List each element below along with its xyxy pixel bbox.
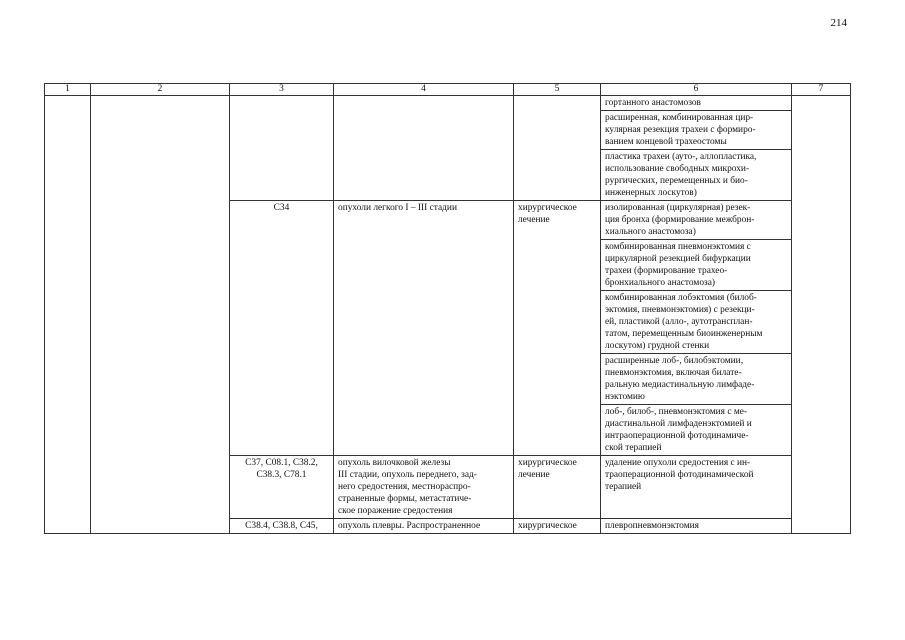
codes-cell [230,96,334,201]
col1-cell [45,96,91,534]
method-cell: расширенная, комбинированная цир- кулярная резекция трахеи с формиро- ванием концевой трахеостомы [601,111,792,150]
header-col-3: 3 [230,84,334,96]
header-col-4: 4 [334,84,514,96]
method-cell: комбинированная пневмонэктомия с циркулярной резекцией бифуркации трахеи (формирование трахео- бронхиального анастомоза) [601,240,792,291]
header-col-1: 1 [45,84,91,96]
treatment-cell: хирургическое лечение [514,456,601,519]
header-col-6: 6 [601,84,792,96]
header-col-2: 2 [91,84,230,96]
col7-cell [792,96,851,534]
header-row [45,84,851,96]
header-col-7: 7 [792,84,851,96]
method-cell: гортанного анастомозов [601,96,792,111]
method-cell: плевропневмонэктомия [601,519,792,534]
page-number: 214 [830,17,847,29]
col2-cell [91,96,230,534]
medical-care-table [44,83,851,534]
method-cell: удаление опухоли средостения с ин- траоперационной фотодинамической терапией [601,456,792,519]
method-cell: комбинированная лобэктомия (билоб- эктомия, пневмонэктомия) с резекци- ей, пластикой (алло-, аутотрансплан- татом, перемещенным биоинженерным лоскутом) грудной стенки [601,291,792,354]
diagnosis-cell: опухоли легкого I – III стадии [334,201,514,456]
codes-cell: C37, C08.1, C38.2, C38.3, C78.1 [230,456,334,519]
treatment-cell: хирургическое лечение [514,201,601,456]
method-cell: пластика трахеи (ауто-, аллопластика, использование свободных микрохи- рургических, перемещенных и био- инженерных лоскутов) [601,150,792,201]
codes-cell: C38.4, C38.8, C45, [230,519,334,534]
method-cell: лоб-, билоб-, пневмонэктомия с ме- диастинальной лимфаденэктомией и интраоперационной фотодинамиче- ской терапией [601,405,792,456]
diagnosis-cell: опухоль плевры. Распространенное [334,519,514,534]
codes-cell: C34 [230,201,334,456]
diagnosis-cell: опухоль вилочковой железы III стадии, опухоль переднего, зад- него средостения, местнораспро- страненные формы, метастатиче- ское поражение средостения [334,456,514,519]
header-col-5: 5 [514,84,601,96]
treatment-cell [514,96,601,201]
method-cell: расширенные лоб-, билобэктомии, пневмонэктомия, включая билате- ральную медиастинальную лимфаде- нэктомию [601,354,792,405]
table-row [45,96,851,111]
treatment-cell: хирургическое [514,519,601,534]
diagnosis-cell [334,96,514,201]
method-cell: изолированная (циркулярная) резек- ция бронха (формирование межброн- хиального анастомоза) [601,201,792,240]
